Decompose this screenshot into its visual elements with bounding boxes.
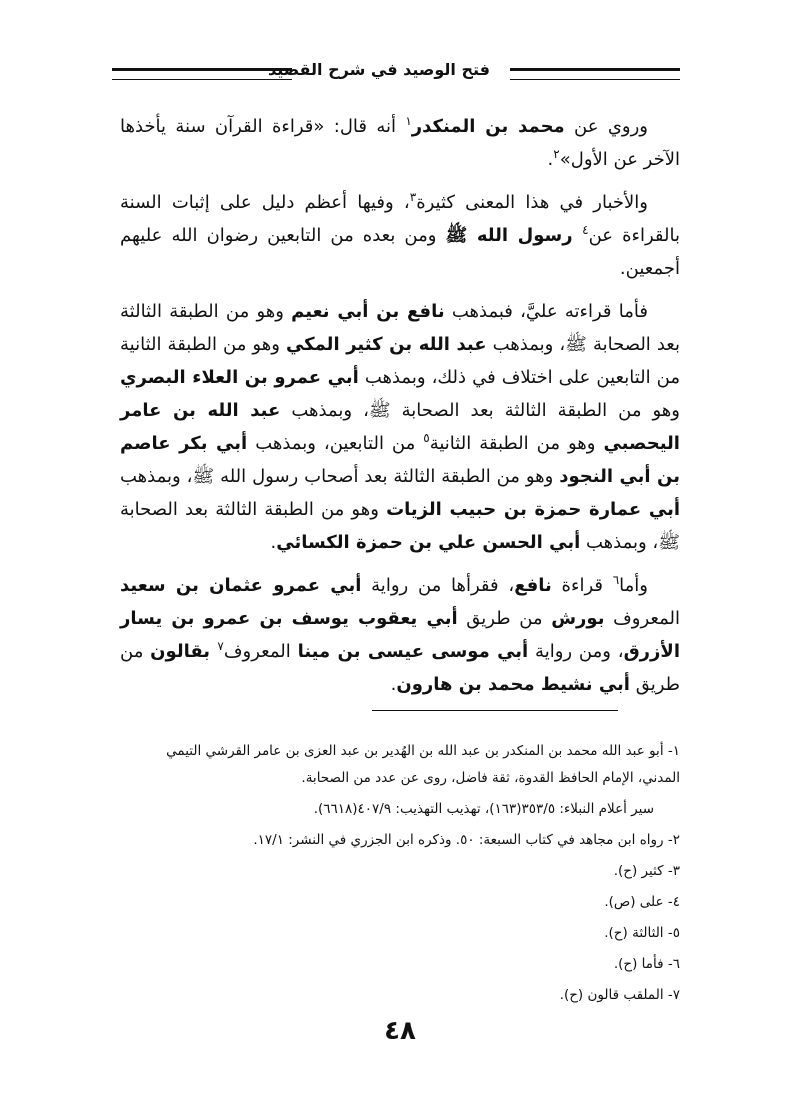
footnote: ٦- فأما (ح). [613, 956, 680, 972]
text-run: وأما [619, 575, 648, 596]
paragraph [120, 186, 680, 285]
text-run: . [270, 532, 277, 553]
bold-name: عبد الله بن كثير المكي [285, 334, 487, 355]
bold-name: أبي نشيط محمد بن هارون [396, 674, 630, 695]
footnote-reference: ٣ [409, 190, 417, 204]
text-run: . [547, 149, 554, 170]
bold-name: نافع [514, 575, 552, 596]
paragraph [120, 569, 680, 701]
footnote-reference: ٥ [423, 431, 430, 445]
text-run: وهو من الطبقة الثانية [429, 433, 604, 454]
bold-name: أبي عمرو بن العلاء البصري [120, 367, 359, 388]
footnote-reference: ٧ [217, 639, 224, 653]
text-run: قراءة [551, 575, 613, 596]
bold-name: أبي بكر عاصم بن أبي النجود [120, 433, 680, 487]
bold-name: أبي عمارة حمزة بن حبيب الزيات [386, 499, 680, 520]
header-title: فتح الوصيد في شرح القصيد [267, 60, 490, 79]
text-run: ، وفيها أعظم دليل على إثبات السنة بالقراءة عن [120, 192, 681, 246]
text-run: من التابعين، وبمذهب [247, 433, 424, 454]
bold-name: بقالون [150, 641, 218, 662]
footnote-reference: ٤ [582, 223, 589, 237]
footnote: ٥- الثالثة (ح). [604, 925, 680, 941]
header-rule-left [112, 68, 292, 80]
text-run: . [390, 674, 397, 695]
text-run: وهو من الطبقة الثالثة بعد الصحابة ﷺ، وبمذهب [280, 400, 680, 421]
bold-name: أبي يعقوب يوسف بن عمرو بن يسار الأزرق [120, 608, 680, 662]
text-run: وهو من الطبقة الثالثة بعد أصحاب رسول الله ﷺ، وبمذهب [120, 466, 560, 487]
running-header [112, 58, 680, 86]
bold-name: رسول الله ﷺ [445, 225, 583, 246]
footnote: ٣- كثير (ح). [613, 863, 680, 879]
text-run: من طريق [457, 608, 552, 629]
bold-name: أبي عمرو عثمان بن سعيد [120, 575, 362, 596]
bold-name: أبي الحسن علي بن حمزة الكسائي [276, 532, 581, 553]
text-run: أنه قال: «قراءة القرآن سنة يأخذها الآخر عن الأول» [120, 116, 680, 170]
text-run: المعروف [223, 641, 298, 662]
footnote-separator [372, 710, 618, 711]
text-run: والأخبار في هذا المعنى كثيرة [416, 192, 649, 213]
text-run: ، ومن رواية [528, 641, 624, 662]
bold-name: بورش [551, 608, 605, 629]
page-number: ٤٨ [384, 1016, 416, 1046]
text-run: من طريق [120, 641, 680, 695]
text-run: ، فقرأها من رواية [361, 575, 515, 596]
header-rule-right [510, 68, 680, 80]
footnote: ٢- رواه ابن مجاهد في كتاب السبعة: ٥٠. وذكره ابن الجزري في النشر: ١٧/١. [253, 832, 680, 848]
text-run: ومن بعده من التابعين رضوان الله عليهم أجمعين. [120, 225, 680, 279]
text-run: وهو من الطبقة الثانية من التابعين على اختلاف في ذلك، وبمذهب [120, 334, 681, 388]
text-run: فأما قراءته عليَّ، فبمذهب [444, 301, 648, 322]
paragraph [120, 295, 680, 559]
bold-name: عبد الله بن عامر اليحصبي [120, 400, 680, 454]
bold-name: محمد بن المنكدر [411, 116, 565, 137]
text-run: المعروف [604, 608, 680, 629]
main-text [120, 110, 680, 711]
footnote: سير أعلام النبلاء: ٣٥٣/٥(١٦٣)، تهذيب التهذيب: ٤٠٧/٩(٦٦١٨). [313, 801, 654, 817]
footnote-reference: ٢ [553, 147, 560, 161]
footnote: ٤- على (ص). [604, 894, 680, 910]
footnote: ٧- الملقب قالون (ح). [559, 987, 680, 1003]
footnote: ١- أبو عبد الله محمد بن المنكدر بن عبد الله بن الهُدير بن عبد العزى بن عامر القرشي التيمي المدني، الإمام الحافظ القدوة، ثقة فاضل، روى عن عدد من الصحابة. [166, 743, 680, 786]
text-run: وهو من الطبقة الثالثة بعد الصحابة ﷺ، وبمذهب [120, 301, 680, 355]
paragraph [120, 110, 680, 176]
footnote-reference: ١ [405, 114, 412, 128]
bold-name: أبي موسى عيسى بن مينا [297, 641, 529, 662]
text-run: وروي عن [564, 116, 648, 137]
bold-name: نافع بن أبي نعيم [291, 301, 445, 322]
footnote-reference: ٦ [612, 573, 620, 587]
text-run: وهو من الطبقة الثالثة بعد الصحابة ﷺ، وبمذهب [120, 499, 680, 553]
footnotes [120, 738, 680, 1013]
